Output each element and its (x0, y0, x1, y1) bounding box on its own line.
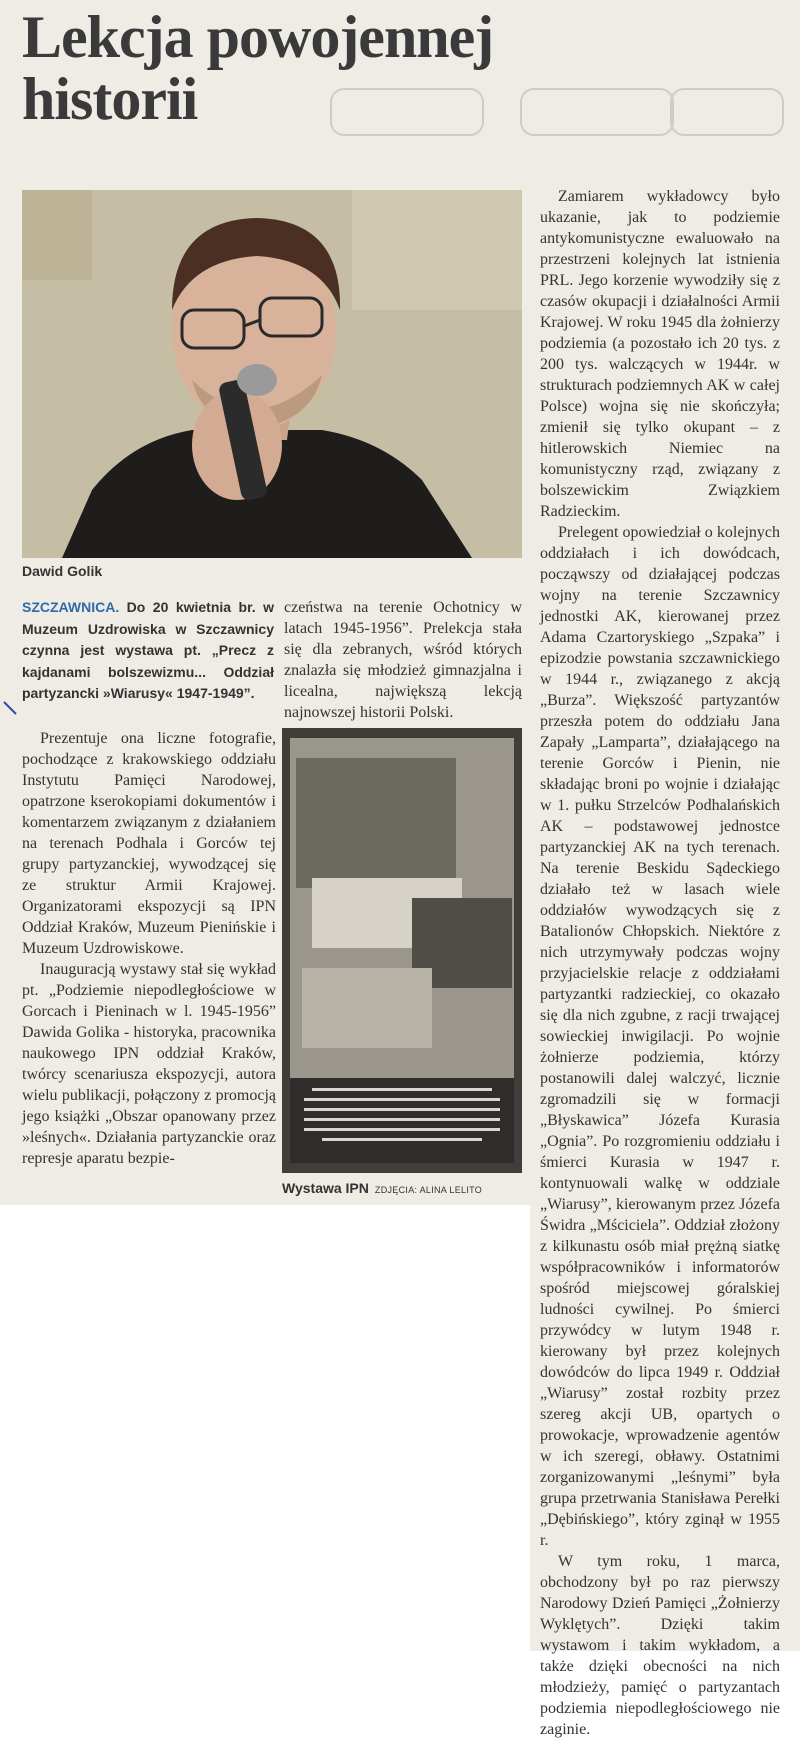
exhibition-photo (282, 728, 522, 1173)
exhibition-board-illustration (282, 728, 522, 1173)
speaker-illustration (22, 190, 522, 558)
article-headline (22, 6, 642, 130)
article-column-1 (22, 728, 276, 1169)
photo-caption-exhibit (282, 1180, 482, 1196)
pen-mark-icon (2, 700, 22, 716)
lead-paragraph (22, 597, 274, 705)
bleed-through-box (670, 88, 784, 136)
paragraph: Zamiarem wykładowcy było ukazanie, jak to podziemie antykomunistyczne ewaluowało na przestrzeni kolejnych lat istnienia PRL. Jego korzenie wywodziły się z czasów okupacji i działalności Armii Krajowej. W roku 1945 dla żołnierzy podziemia (a pozostało ich 20 tys. z 200 tys. walczących w 1944r. w strukturach podziemnych AK w całej Polsce) wojna się nie skończyła; zmienił się tylko okupant – z hitlerowskich Niemiec na komunistyczny rząd, związany z bolszewickim Związkiem Radzieckim. (540, 188, 780, 520)
speaker-photo (22, 190, 522, 558)
paragraph: Prelegent opowiedział o kolejnych oddziałach i ich dowódcach, począwszy od działającej podczas wojny na terenie Szczawnicy jednostki AK, kierowanej przez Adama Czartoryskiego „Szpaka” i epizodzie powstania szczawnickiego w 1944 r., związanego z akcją „Burza”. Większość partyzantów przeszła potem do oddziału Jana Zapały „Lamparta”, działającego na terenie Gorców i Pienin, nie składając broni po wojnie i działając w 1. pułku Strzelców Podhalańskich AK – podstawowej jednostce partyzanckiej AK na tych terenach. Na terenie Beskidu Sądeckiego działało też w lasach wiele oddziałów wywodzących się z Batalionów Chłopskich. Niektóre z nich utrzymywały podczas wojny przyjacielskie relacje z oddziałami partyzantki radzieckiej, co okazało się dla nich zgubne, z racji trwającej sowieckiej inwigilacji. Po wojnie żołnierze podziemia, którzy postanowili dalej walczyć, licznie zgromadzili się w formacji „Błyskawica” Józefa Kurasia „Ognia”. Po rozgromieniu oddziału i śmierci Kurasia w 1947 r. kontynuowali walkę w oddziale „Wiarusy”, kierowanym przez Józefa Świdra „Mściciela”. Oddział złożony z kilkunastu osób miał prężną siatkę współpracowników i informatorów spośród miejscowej góralskiej ludności cywilnej. Po śmierci przywódcy w lutym 1948 r. kierowany był przez kolejnych dowódców do lipca 1949 r. Oddział „Wiarusy” został rozbity przez szereg akcji UB, opartych o prowokacje, wprowadzenie agentów w ich szeregi, obławy. Ostatnimi zorganizowanymi „leśnymi” była grupa przetrwania Stanisława Perełki „Dębińskiego”, który zginął w 1955 r. (540, 524, 780, 1549)
article-column-2 (284, 597, 522, 723)
headline-line-2: historii (22, 66, 198, 132)
paragraph: czeństwa na terenie Ochotnicy w latach 1945-1956”. Prelekcja stała się dla zebranych, wśród których znalazła się młodzież gimnazjalna i licealna, największą lekcją najnowszej historii Polski. (284, 599, 522, 721)
article-column-3 (540, 186, 780, 1740)
headline-line-1: Lekcja powojennej (22, 4, 494, 70)
exhibit-caption-text: Wystawa IPN (282, 1180, 369, 1196)
paragraph: Inauguracją wystawy stał się wykład pt. „Podziemie niepodległościowe w Gorcach i Pieninach w l. 1945-1956” Dawida Golika - historyka, pracownika naukowego IPN oddział Kraków, twórcy scenariusza ekspozycji, autora wielu publikacji, połączony z promocją jego książki „Obszar opanowany przez »leśnych«. Działania partyzanckie oraz represje aparatu bezpie- (22, 961, 276, 1167)
paragraph: Prezentuje ona liczne fotografie, pochodzące z krakowskiego oddziału Instytutu Pamięci Narodowej, opatrzone kserokopiami dokumentów i komentarzem związanym z działaniem na terenach Podhala i Gorców tej grupy partyzanckiej, wywodzącej się ze struktur Armii Krajowej. Organizatorami ekspozycji są IPN Oddział Kraków, Muzeum Pienińskie i Muzeum Uzdrowiskowe. (22, 730, 276, 957)
lead-text: Do 20 kwietnia br. w Muzeum Uzdrowiska w Szczawnicy czynna jest wystawa pt. „Precz z kajdanami bolszewizmu... Oddział partyzancki »Wiarusy« 1947-1949”. (22, 599, 274, 702)
dateline-place: SZCZAWNICA. (22, 599, 120, 615)
paragraph: W tym roku, 1 marca, obchodzony był po raz pierwszy Narodowy Dzień Pamięci „Żołnierzy Wyklętych”. Dzięki takim wystawom i takim wykładom, a także dzięki obecności na nich młodzieży, pamięć o partyzantach podziemia niepodległościowego nie zaginie. (540, 1553, 780, 1738)
photo-credit: ZDJĘCIA: ALINA LELITO (374, 1185, 483, 1195)
photo-caption-main: Dawid Golik (22, 563, 103, 579)
